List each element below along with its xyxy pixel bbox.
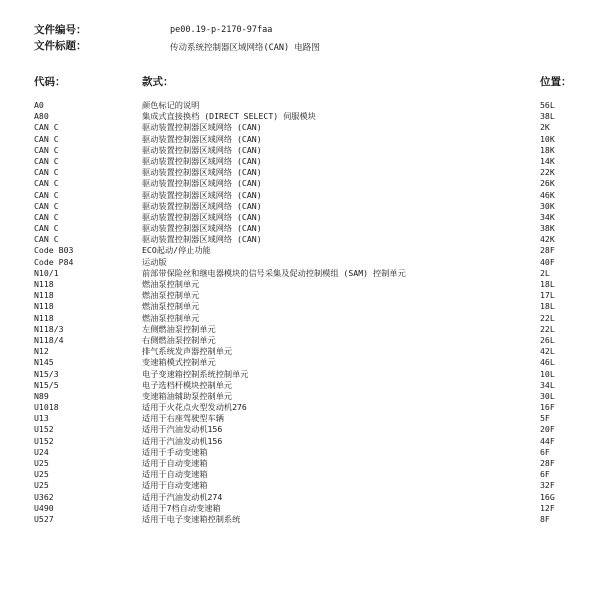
row-position: 5F xyxy=(540,413,550,424)
row-description: 适用于右座驾驶型车辆 xyxy=(142,413,224,424)
row-description: 适用于火花点火型发动机276 xyxy=(142,402,247,413)
row-position: 34K xyxy=(540,211,555,222)
table-row xyxy=(0,480,600,491)
row-position: 22L xyxy=(540,323,555,334)
column-header-code: 代码： xyxy=(34,76,66,88)
row-description: 运动版 xyxy=(142,256,167,267)
row-description: ECO起动/停止功能 xyxy=(142,245,211,256)
row-description: 适用于汽油发动机156 xyxy=(142,435,223,446)
row-description: 电子变速箱控制系统控制单元 xyxy=(142,368,249,379)
row-position: 26K xyxy=(540,178,555,189)
row-code: U24 xyxy=(34,446,49,457)
row-code: A80 xyxy=(34,111,49,122)
row-description: 集成式直接换档 (DIRECT SELECT) 伺服模块 xyxy=(142,111,316,122)
row-position: 42L xyxy=(540,346,555,357)
row-code: U25 xyxy=(34,480,49,491)
table-row xyxy=(0,357,600,368)
row-description: 右侧燃油泵控制单元 xyxy=(142,334,216,345)
table-row xyxy=(0,234,600,245)
table-row xyxy=(0,290,600,301)
table-row xyxy=(0,301,600,312)
row-code: CAN C xyxy=(34,133,59,144)
row-description: 颜色标记的说明 xyxy=(142,100,200,110)
row-position: 20F xyxy=(540,424,555,435)
row-code: CAN C xyxy=(34,122,59,133)
table-row xyxy=(0,111,600,122)
row-position: 10K xyxy=(540,133,555,144)
row-position: 12F xyxy=(540,502,555,513)
row-description: 驱动装置控制器区域网络 (CAN) xyxy=(142,234,262,245)
table-row xyxy=(0,223,600,234)
table-row xyxy=(0,391,600,402)
row-code: U152 xyxy=(34,435,54,446)
row-position: 6F xyxy=(540,469,550,480)
row-code: CAN C xyxy=(34,167,59,178)
row-position: 30L xyxy=(540,390,555,401)
table-row xyxy=(0,268,600,279)
row-position: 22L xyxy=(540,312,555,323)
row-position: 26L xyxy=(540,334,555,345)
row-position: 46L xyxy=(540,357,555,368)
row-description: 适用于自动变速箱 xyxy=(142,458,208,468)
row-code: N12 xyxy=(34,346,49,357)
table-row xyxy=(0,413,600,424)
table-row xyxy=(0,212,600,223)
row-position: 18K xyxy=(540,144,555,155)
row-description: 燃油泵控制单元 xyxy=(142,312,200,323)
row-code: N10/1 xyxy=(34,267,59,278)
row-position: 2L xyxy=(540,267,550,278)
row-description: 适用于汽油发动机156 xyxy=(142,424,223,435)
row-description: 适用于7档自动变速箱 xyxy=(142,502,221,513)
row-position: 44F xyxy=(540,435,555,446)
table-row xyxy=(0,369,600,380)
row-code: CAN C xyxy=(34,178,59,189)
table-row xyxy=(0,134,600,145)
row-code: A0 xyxy=(34,100,44,110)
row-position: 18L xyxy=(540,279,555,289)
row-position: 2K xyxy=(540,122,550,133)
row-description: 驱动装置控制器区域网络 (CAN) xyxy=(142,211,262,222)
row-code: U490 xyxy=(34,502,54,513)
table-row xyxy=(0,178,600,189)
row-code: N118 xyxy=(34,312,54,323)
row-description: 前部带保险丝和继电器模块的信号采集及促动控制模组 (SAM) 控制单元 xyxy=(142,267,406,278)
table-row xyxy=(0,458,600,469)
column-header-desc: 款式： xyxy=(142,76,174,88)
row-code: CAN C xyxy=(34,144,59,155)
column-header-pos: 位置： xyxy=(540,76,572,88)
table-row xyxy=(0,469,600,480)
row-position: 46K xyxy=(540,189,555,200)
row-position: 14K xyxy=(540,155,555,166)
table-row xyxy=(0,402,600,413)
table-row xyxy=(0,447,600,458)
row-code: U13 xyxy=(34,413,49,424)
row-code: U152 xyxy=(34,424,54,435)
table-row xyxy=(0,156,600,167)
row-code: U362 xyxy=(34,491,54,502)
row-position: 28F xyxy=(540,458,555,468)
row-description: 驱动装置控制器区域网络 (CAN) xyxy=(142,167,262,178)
row-position: 16G xyxy=(540,491,555,502)
row-description: 变速箱油辅助泵控制单元 xyxy=(142,390,233,401)
row-position: 42K xyxy=(540,234,555,245)
row-description: 排气系统发声器控制单元 xyxy=(142,346,233,357)
row-code: Code B03 xyxy=(34,245,74,256)
row-position: 10L xyxy=(540,368,555,379)
table-row xyxy=(0,201,600,212)
row-code: Code P84 xyxy=(34,256,74,267)
legend-table xyxy=(0,100,600,525)
row-description: 适用于手动变速箱 xyxy=(142,446,208,457)
row-code: CAN C xyxy=(34,223,59,234)
row-description: 适用于电子变速箱控制系统 xyxy=(142,513,241,524)
row-description: 驱动装置控制器区域网络 (CAN) xyxy=(142,133,262,144)
doc-title-value: 传动系统控制器区域网络(CAN) 电路图 xyxy=(170,43,320,53)
doc-title-label: 文件标题： xyxy=(34,40,87,52)
row-position: 38L xyxy=(540,111,555,122)
row-description: 适用于汽油发动机274 xyxy=(142,491,223,502)
table-row xyxy=(0,503,600,514)
row-description: 燃油泵控制单元 xyxy=(142,301,200,312)
row-position: 22K xyxy=(540,167,555,178)
row-description: 驱动装置控制器区域网络 (CAN) xyxy=(142,200,262,211)
table-row xyxy=(0,346,600,357)
row-code: N15/5 xyxy=(34,379,59,390)
row-description: 驱动装置控制器区域网络 (CAN) xyxy=(142,122,262,133)
row-position: 32F xyxy=(540,480,555,491)
row-position: 28F xyxy=(540,245,555,256)
doc-number-label: 文件编号： xyxy=(34,24,87,36)
row-code: N89 xyxy=(34,390,49,401)
row-code: CAN C xyxy=(34,234,59,245)
row-code: CAN C xyxy=(34,155,59,166)
row-code: N15/3 xyxy=(34,368,59,379)
row-position: 56L xyxy=(540,100,555,110)
row-position: 38K xyxy=(540,223,555,234)
table-row xyxy=(0,436,600,447)
table-row xyxy=(0,245,600,256)
row-code: U527 xyxy=(34,513,54,524)
table-row xyxy=(0,257,600,268)
table-row xyxy=(0,380,600,391)
row-code: U25 xyxy=(34,469,49,480)
row-position: 6F xyxy=(540,446,550,457)
row-description: 适用于自动变速箱 xyxy=(142,469,208,480)
row-description: 驱动装置控制器区域网络 (CAN) xyxy=(142,223,262,234)
row-code: N145 xyxy=(34,357,54,368)
row-code: N118 xyxy=(34,279,54,289)
table-row xyxy=(0,145,600,156)
row-code: CAN C xyxy=(34,211,59,222)
row-code: N118/4 xyxy=(34,334,64,345)
doc-number-value: pe00.19-p-2170-97faa xyxy=(170,25,273,35)
table-row xyxy=(0,324,600,335)
row-description: 左侧燃油泵控制单元 xyxy=(142,323,216,334)
row-position: 40F xyxy=(540,256,555,267)
row-position: 30K xyxy=(540,200,555,211)
table-row xyxy=(0,167,600,178)
row-position: 16F xyxy=(540,402,555,413)
row-position: 17L xyxy=(540,290,555,301)
row-description: 电子选档杆模块控制单元 xyxy=(142,379,233,390)
row-code: N118 xyxy=(34,290,54,301)
row-code: U1018 xyxy=(34,402,59,413)
row-code: U25 xyxy=(34,458,49,468)
table-row xyxy=(0,335,600,346)
row-description: 驱动装置控制器区域网络 (CAN) xyxy=(142,144,262,155)
row-description: 驱动装置控制器区域网络 (CAN) xyxy=(142,189,262,200)
row-description: 驱动装置控制器区域网络 (CAN) xyxy=(142,178,262,189)
row-description: 变速箱模式控制单元 xyxy=(142,357,216,368)
row-code: CAN C xyxy=(34,200,59,211)
row-position: 34L xyxy=(540,379,555,390)
row-description: 适用于自动变速箱 xyxy=(142,480,208,491)
table-row xyxy=(0,424,600,435)
row-position: 18L xyxy=(540,301,555,312)
table-row xyxy=(0,514,600,525)
table-row xyxy=(0,100,600,111)
table-row xyxy=(0,279,600,290)
row-position: 8F xyxy=(540,513,550,524)
table-row xyxy=(0,492,600,503)
table-row xyxy=(0,190,600,201)
table-row xyxy=(0,313,600,324)
row-code: N118 xyxy=(34,301,54,312)
row-code: N118/3 xyxy=(34,323,64,334)
table-row xyxy=(0,122,600,133)
row-description: 燃油泵控制单元 xyxy=(142,290,200,301)
row-code: CAN C xyxy=(34,189,59,200)
row-description: 燃油泵控制单元 xyxy=(142,279,200,289)
row-description: 驱动装置控制器区域网络 (CAN) xyxy=(142,155,262,166)
